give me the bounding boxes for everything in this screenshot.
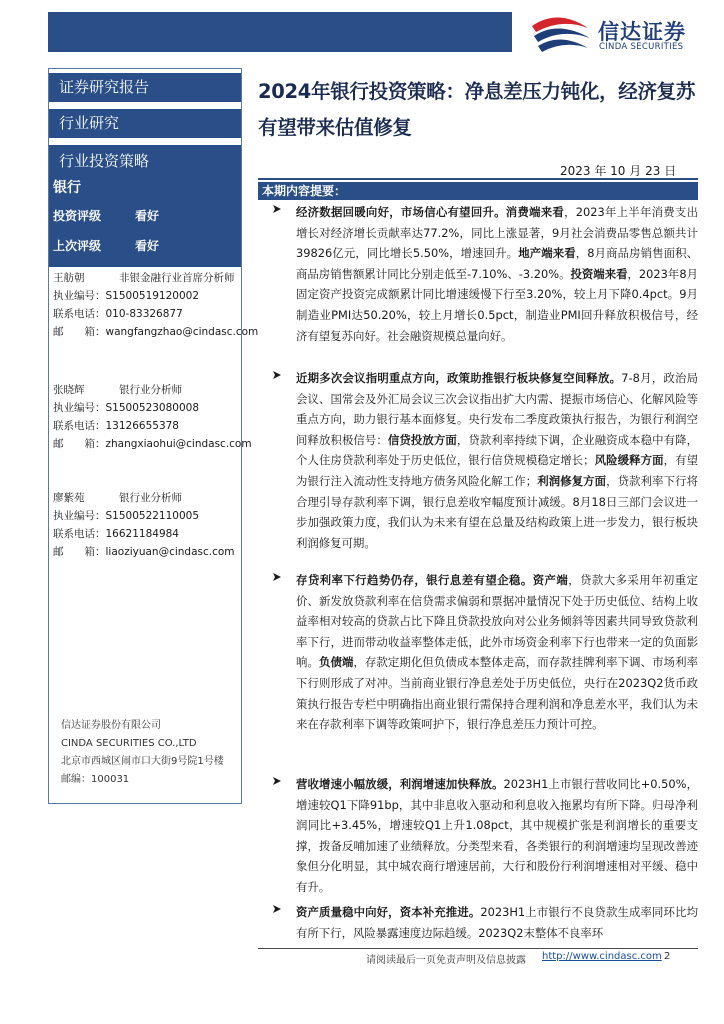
point-body: ，有望为银行注入流动性支持地方债务风险化解工作； — [296, 453, 698, 488]
company-postcode: 邮编：100031 — [61, 774, 130, 785]
arrow-bullet-icon — [272, 572, 282, 582]
analyst-phone: 联系电话：16621184984 — [53, 528, 179, 540]
footer-disclaimer: 请阅读最后一页免责声明及信息披露 — [366, 955, 526, 966]
report-title: 2024年银行投资策略：净息差压力钝化，经济复苏有望带来估值修复 — [258, 80, 696, 139]
analyst-name: 廖紫苑 — [53, 492, 85, 504]
point-subheading: 消费端来看 — [505, 205, 565, 219]
company-address: 北京市西城区闹市口大街9号院1号楼 — [61, 756, 224, 767]
analyst-name: 张晓辉 — [53, 384, 85, 396]
sector-name: 银行 — [53, 180, 81, 196]
point-subheading: 利润修复方面 — [537, 473, 607, 488]
summary-point-text — [296, 202, 698, 346]
summary-point-text — [296, 570, 698, 735]
summary-point-text — [296, 368, 698, 553]
arrow-bullet-icon — [272, 204, 282, 214]
logo-chinese-name: 信达证券 — [598, 20, 686, 44]
arrow-bullet-icon — [272, 776, 282, 786]
point-body: 2023H1上市银行不良贷款生成率同环比均有所下行，风险暴露速度边际趋缓。2023Q2末整体不良率环 — [296, 905, 698, 940]
analyst-email: 邮 箱：zhangxiaohui@cindasc.com — [53, 438, 252, 450]
point-headline: 营收增速小幅放缓，利润增速加快释放。 — [296, 777, 504, 791]
point-body: 7-8月，政治局会议、国常会及外汇局会议三次会议指出扩大内需、提振市场信心、化解风险等重点方向，助力银行基本面修复。央行发布二季度政策执行报告，为银行利润空间释放积极信号： — [296, 371, 698, 447]
report-category-label: 行业研究 — [49, 109, 241, 138]
cinda-logo-mark-icon — [528, 14, 594, 54]
analyst-title: 非银金融行业首席分析师 — [119, 272, 235, 284]
previous-rating — [53, 237, 160, 254]
footer-divider — [258, 948, 698, 949]
point-body: ，8月商品房销售面积、商品房销售额累计同比分别走低至-7.10%、-3.20%。 — [296, 246, 698, 281]
investment-rating — [53, 207, 160, 224]
analyst-email: 邮 箱：wangfangzhao@cindasc.com — [53, 326, 259, 338]
analyst-title: 银行业分析师 — [119, 492, 182, 504]
page-number: 2 — [664, 951, 671, 962]
analyst-email: 邮 箱：liaoziyuan@cindasc.com — [53, 546, 235, 558]
report-sidebar — [48, 68, 259, 804]
rating-label: 投资评级 — [53, 209, 102, 223]
report-type-label: 证券研究报告 — [49, 73, 241, 102]
summary-point-text — [296, 774, 698, 898]
analyst-card — [53, 489, 241, 561]
point-body: ，贷款大多采用年初重定价、新发放贷款利率在信贷需求偏弱和票据冲量情况下处于历史低位、结构上收益率相对较高的贷款占比下降且贷款投放向对公业务倾斜等因素共同导致贷款利率下行，进而带动收益率整体走低，此外市场资金利率下行也带来一定的负面影响。 — [296, 573, 698, 670]
analyst-card — [53, 381, 252, 453]
point-body: ，2023年上半年消费支出增长对经济增长贡献率达77.2%，同比上涨显著，9月社会消费品零售总额共计39826亿元，同比增长5.50%，增速回升。 — [296, 205, 698, 261]
point-body: ，贷款利率持续下调，企业融资成本稳中有降，个人住房贷款利率处于历史低位，银行信贷规模稳定增长； — [296, 432, 698, 468]
point-body: ，存款定期化但负债成本整体走高，而存款挂牌利率下调、市场利率下行则形成了对冲。当前商业银行净息差处于历史低位，央行在2023Q2货币政策执行报告专栏中明确指出商业银行需保持合理利润和净息差水平，我们认为未来在存款利率下调等政策呵护下，银行净息差压力预计可控。 — [296, 655, 698, 732]
sector-rating-block — [49, 177, 241, 267]
point-subheading: 负债端 — [318, 655, 354, 670]
logo-english-name: CINDA SECURITIES — [599, 42, 684, 52]
analyst-license: 执业编号：S1500522110005 — [53, 510, 200, 522]
analyst-card — [53, 269, 259, 341]
analyst-name: 王舫朝 — [53, 272, 85, 284]
arrow-bullet-icon — [272, 904, 282, 914]
previous-rating-label: 上次评级 — [53, 239, 102, 253]
previous-rating-value: 看好 — [135, 239, 160, 253]
point-body: ，贷款利率下行将合理引导存款利率下调，银行息差收窄幅度预计减缓。8月18日三部门会议进一步加强政策力度，我们认为未来有望在总量及结构政策上进一步发力，银行板块利润修复可期。 — [296, 473, 698, 550]
company-name-cn: 信达证券股份有限公司 — [61, 720, 161, 731]
point-subheading: 风险缓释方面 — [594, 453, 664, 468]
point-body: 2023H1上市银行营收同比+0.50%，增速较Q1下降91bp，其中非息收入驱动和利息收入拖累均有所下降。归母净利润同比+3.45%，增速较Q1上升1.08pct，其中规模扩张是利润增长的重要支撑，拨备反哺加速了业绩释放。分类型来看，各类银行的利润增速均呈现改善迹象但分化明显，其中城农商行增速居前，大行和股份行利润增速相对平缓、稳中有升。 — [296, 777, 698, 894]
point-headline: 资产质量稳中向好，资本补充推进。 — [296, 905, 481, 919]
report-date: 2023 年 10 月 23 日 — [560, 164, 677, 178]
point-subheading: 地产端来看 — [518, 246, 576, 261]
point-body: ，2023年8月固定资产投资完成额累计同比增速缓慢下行至3.20%，较上月下降0.4pct。9月制造业PMI达50.20%，较上月增长0.5pct，制造业PMI回升释放积极信号，经济有望复苏向好。社会融资规模总量向好。 — [296, 266, 698, 343]
point-subheading: 信贷投放方面 — [387, 432, 457, 447]
summary-point-text — [296, 902, 698, 943]
summary-heading: 本期内容提要： — [258, 182, 698, 200]
footer-website-link[interactable]: http://www.cindasc.com — [542, 951, 662, 962]
analyst-license: 执业编号：S1500519120002 — [53, 290, 200, 302]
point-subheading: 投资端来看 — [570, 266, 628, 281]
header-banner — [48, 12, 512, 52]
company-info — [61, 717, 224, 789]
analyst-title: 银行业分析师 — [119, 384, 182, 396]
analyst-phone: 联系电话：010-83326877 — [53, 308, 183, 320]
company-name-en: CINDA SECURITIES CO.,LTD — [61, 738, 197, 749]
rating-value: 看好 — [135, 209, 160, 223]
report-subcategory-label: 行业投资策略 — [49, 145, 241, 177]
analyst-phone: 联系电话：13126655378 — [53, 420, 179, 432]
point-headline: 存贷利率下行趋势仍存，银行息差有望企稳。 — [296, 573, 533, 587]
point-subheading: 资产端 — [532, 573, 569, 587]
point-headline: 经济数据回暖向好，市场信心有望回升。 — [296, 205, 506, 219]
arrow-bullet-icon — [272, 370, 282, 380]
analyst-license: 执业编号：S1500523080008 — [53, 402, 200, 414]
point-headline: 近期多次会议指明重点方向，政策助推银行板块修复空间释放。 — [296, 371, 622, 385]
divider — [258, 178, 698, 180]
cinda-logo — [528, 14, 708, 54]
